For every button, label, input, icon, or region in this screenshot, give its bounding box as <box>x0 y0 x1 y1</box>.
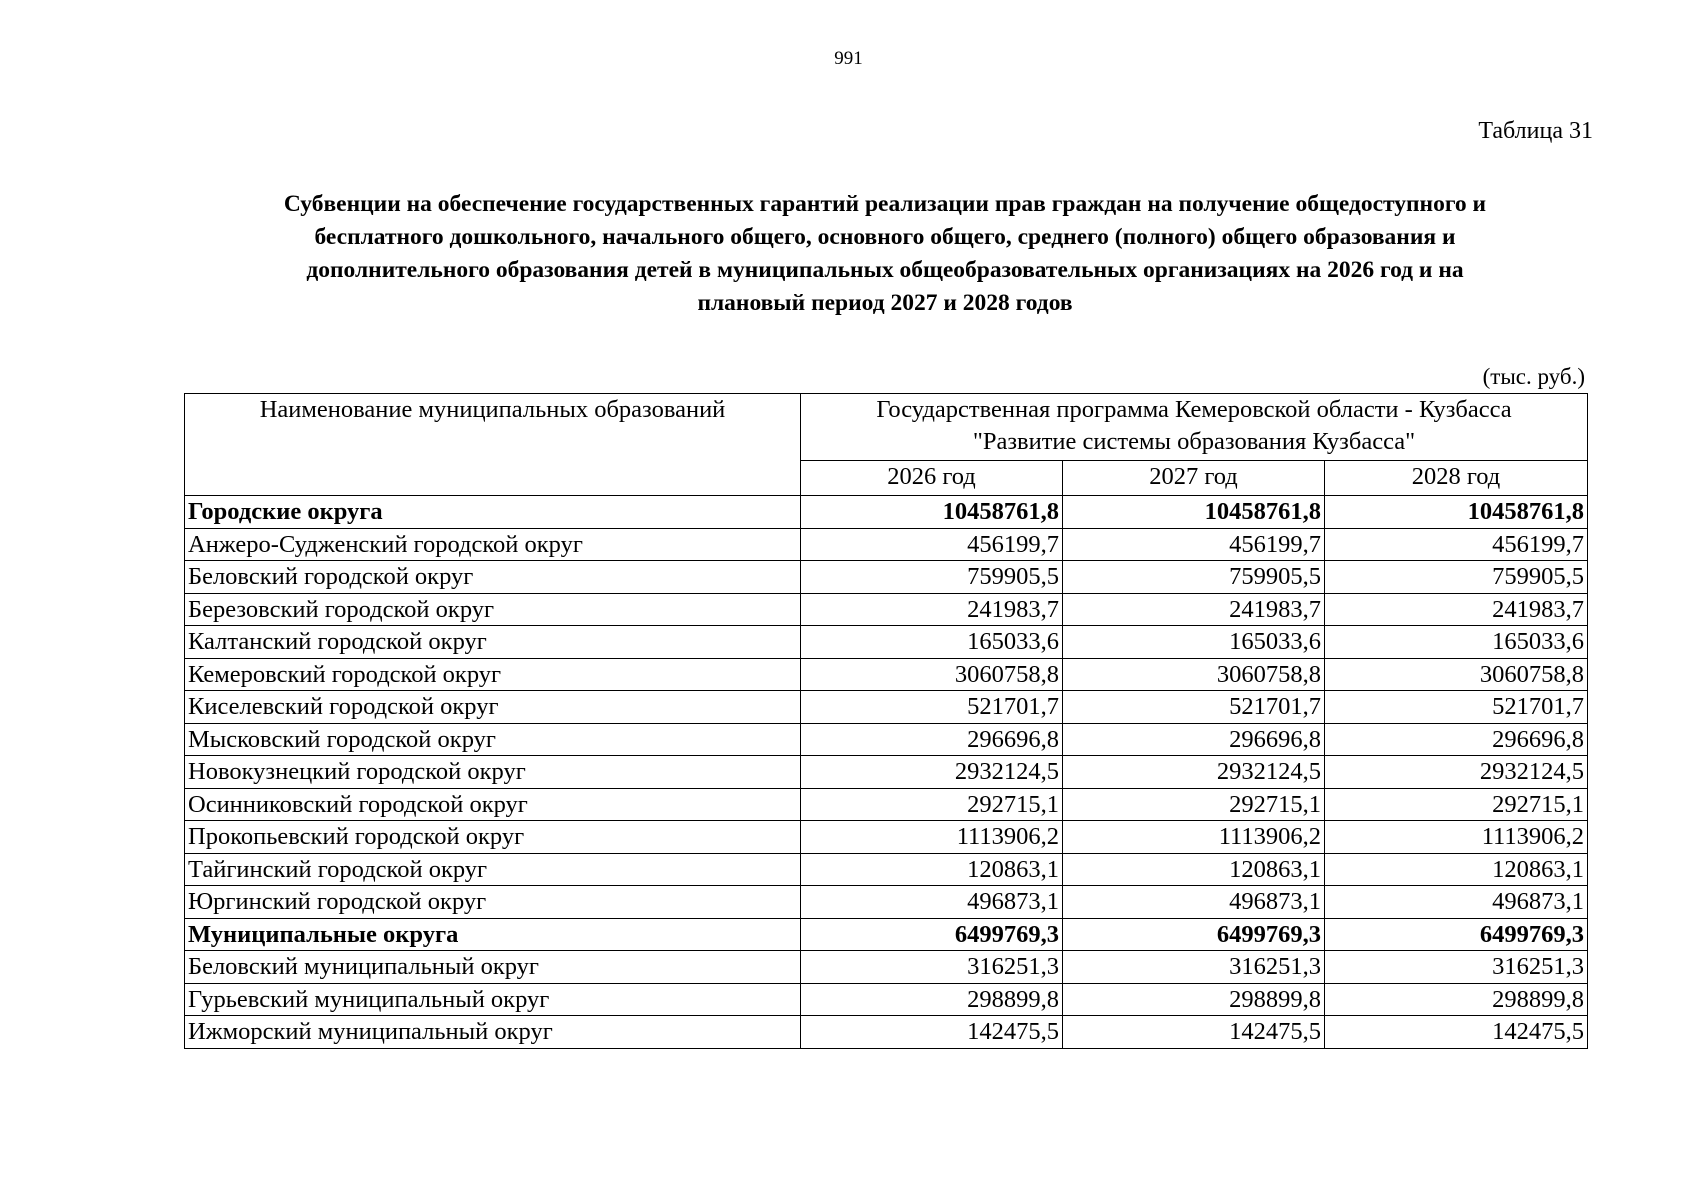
value-2026-cell: 3060758,8 <box>801 658 1063 691</box>
header-year-2027: 2027 год <box>1063 461 1325 496</box>
title-line: Субвенции на обеспечение государственных гарантий реализации прав граждан на получение общедоступного и <box>283 191 1487 217</box>
value-2026-cell: 496873,1 <box>801 886 1063 919</box>
value-2026-cell: 1113906,2 <box>801 821 1063 854</box>
value-2028-cell: 3060758,8 <box>1325 658 1588 691</box>
value-2026-cell: 298899,8 <box>801 983 1063 1016</box>
value-2027-cell: 456199,7 <box>1063 528 1325 561</box>
title-line: бесплатного дошкольного, начального общего, основного общего, среднего (полного) общего образования и <box>314 224 1456 250</box>
value-2026-cell: 759905,5 <box>801 561 1063 594</box>
municipality-cell: Киселевский городской округ <box>185 691 801 724</box>
header-municipality: Наименование муниципальных образований <box>185 394 801 496</box>
municipality-cell: Беловский муниципальный округ <box>185 951 801 984</box>
table-row <box>185 983 1588 1016</box>
value-2027-cell: 1113906,2 <box>1063 821 1325 854</box>
value-2028-cell: 759905,5 <box>1325 561 1588 594</box>
value-2026-cell: 456199,7 <box>801 528 1063 561</box>
value-2027-cell: 120863,1 <box>1063 853 1325 886</box>
value-2028-cell: 120863,1 <box>1325 853 1588 886</box>
value-2028-cell: 241983,7 <box>1325 593 1588 626</box>
units-label: (тыс. руб.) <box>1482 364 1585 389</box>
table-row <box>185 821 1588 854</box>
municipality-cell: Тайгинский городской округ <box>185 853 801 886</box>
value-2027-cell: 3060758,8 <box>1063 658 1325 691</box>
table-row <box>185 1016 1588 1049</box>
value-2028-cell: 2932124,5 <box>1325 756 1588 789</box>
table-row <box>185 756 1588 789</box>
value-2027-cell: 142475,5 <box>1063 1016 1325 1049</box>
table-row <box>185 593 1588 626</box>
value-2028-cell: 165033,6 <box>1325 626 1588 659</box>
value-2027-cell: 2932124,5 <box>1063 756 1325 789</box>
municipality-cell: Мысковский городской округ <box>185 723 801 756</box>
value-2027-cell: 292715,1 <box>1063 788 1325 821</box>
value-2028-cell: 316251,3 <box>1325 951 1588 984</box>
value-2027-cell: 298899,8 <box>1063 983 1325 1016</box>
municipality-cell: Беловский городской округ <box>185 561 801 594</box>
table-row <box>185 626 1588 659</box>
municipality-cell: Прокопьевский городской округ <box>185 821 801 854</box>
value-2028-cell: 292715,1 <box>1325 788 1588 821</box>
value-2027-cell: 316251,3 <box>1063 951 1325 984</box>
table-label: Таблица 31 <box>1478 118 1593 144</box>
municipality-cell: Кемеровский городской округ <box>185 658 801 691</box>
page-number: 991 <box>834 48 863 69</box>
table-row <box>185 853 1588 886</box>
municipality-cell: Городские округа <box>185 496 801 529</box>
value-2026-cell: 10458761,8 <box>801 496 1063 529</box>
table-group-row <box>185 918 1588 951</box>
value-2026-cell: 6499769,3 <box>801 918 1063 951</box>
value-2027-cell: 496873,1 <box>1063 886 1325 919</box>
value-2027-cell: 759905,5 <box>1063 561 1325 594</box>
value-2028-cell: 142475,5 <box>1325 1016 1588 1049</box>
table-row <box>185 561 1588 594</box>
header-year-2028: 2028 год <box>1325 461 1588 496</box>
value-2027-cell: 10458761,8 <box>1063 496 1325 529</box>
municipality-cell: Муниципальные округа <box>185 918 801 951</box>
value-2026-cell: 241983,7 <box>801 593 1063 626</box>
municipality-cell: Юргинский городской округ <box>185 886 801 919</box>
table-row <box>185 788 1588 821</box>
value-2028-cell: 496873,1 <box>1325 886 1588 919</box>
value-2026-cell: 296696,8 <box>801 723 1063 756</box>
value-2027-cell: 521701,7 <box>1063 691 1325 724</box>
value-2026-cell: 316251,3 <box>801 951 1063 984</box>
header-program-line: "Развитие системы образования Кузбасса" <box>972 428 1416 455</box>
value-2028-cell: 298899,8 <box>1325 983 1588 1016</box>
value-2026-cell: 2932124,5 <box>801 756 1063 789</box>
header-program <box>801 394 1588 461</box>
table-row <box>185 886 1588 919</box>
table-row <box>185 951 1588 984</box>
value-2028-cell: 6499769,3 <box>1325 918 1588 951</box>
subventions-table <box>184 393 1588 1049</box>
value-2027-cell: 165033,6 <box>1063 626 1325 659</box>
municipality-cell: Анжеро-Судженский городской округ <box>185 528 801 561</box>
municipality-cell: Осинниковский городской округ <box>185 788 801 821</box>
municipality-cell: Новокузнецкий городской округ <box>185 756 801 789</box>
table-row <box>185 691 1588 724</box>
title-line: дополнительного образования детей в муниципальных общеобразовательных организациях на 2026 год и на <box>306 257 1464 283</box>
value-2028-cell: 456199,7 <box>1325 528 1588 561</box>
value-2028-cell: 296696,8 <box>1325 723 1588 756</box>
value-2028-cell: 521701,7 <box>1325 691 1588 724</box>
municipality-cell: Березовский городской округ <box>185 593 801 626</box>
value-2026-cell: 292715,1 <box>801 788 1063 821</box>
value-2027-cell: 296696,8 <box>1063 723 1325 756</box>
value-2028-cell: 10458761,8 <box>1325 496 1588 529</box>
document-title <box>190 188 1580 320</box>
value-2026-cell: 165033,6 <box>801 626 1063 659</box>
value-2026-cell: 521701,7 <box>801 691 1063 724</box>
title-line: плановый период 2027 и 2028 годов <box>697 290 1073 316</box>
table-body <box>185 496 1588 1049</box>
municipality-cell: Калтанский городской округ <box>185 626 801 659</box>
municipality-cell: Гурьевский муниципальный округ <box>185 983 801 1016</box>
table-row <box>185 723 1588 756</box>
value-2027-cell: 6499769,3 <box>1063 918 1325 951</box>
value-2028-cell: 1113906,2 <box>1325 821 1588 854</box>
header-year-2026: 2026 год <box>801 461 1063 496</box>
table-group-row <box>185 496 1588 529</box>
table-row <box>185 658 1588 691</box>
value-2027-cell: 241983,7 <box>1063 593 1325 626</box>
value-2026-cell: 120863,1 <box>801 853 1063 886</box>
municipality-cell: Ижморский муниципальный округ <box>185 1016 801 1049</box>
value-2026-cell: 142475,5 <box>801 1016 1063 1049</box>
header-program-line: Государственная программа Кемеровской области - Кузбасса <box>876 396 1512 423</box>
table-row <box>185 528 1588 561</box>
